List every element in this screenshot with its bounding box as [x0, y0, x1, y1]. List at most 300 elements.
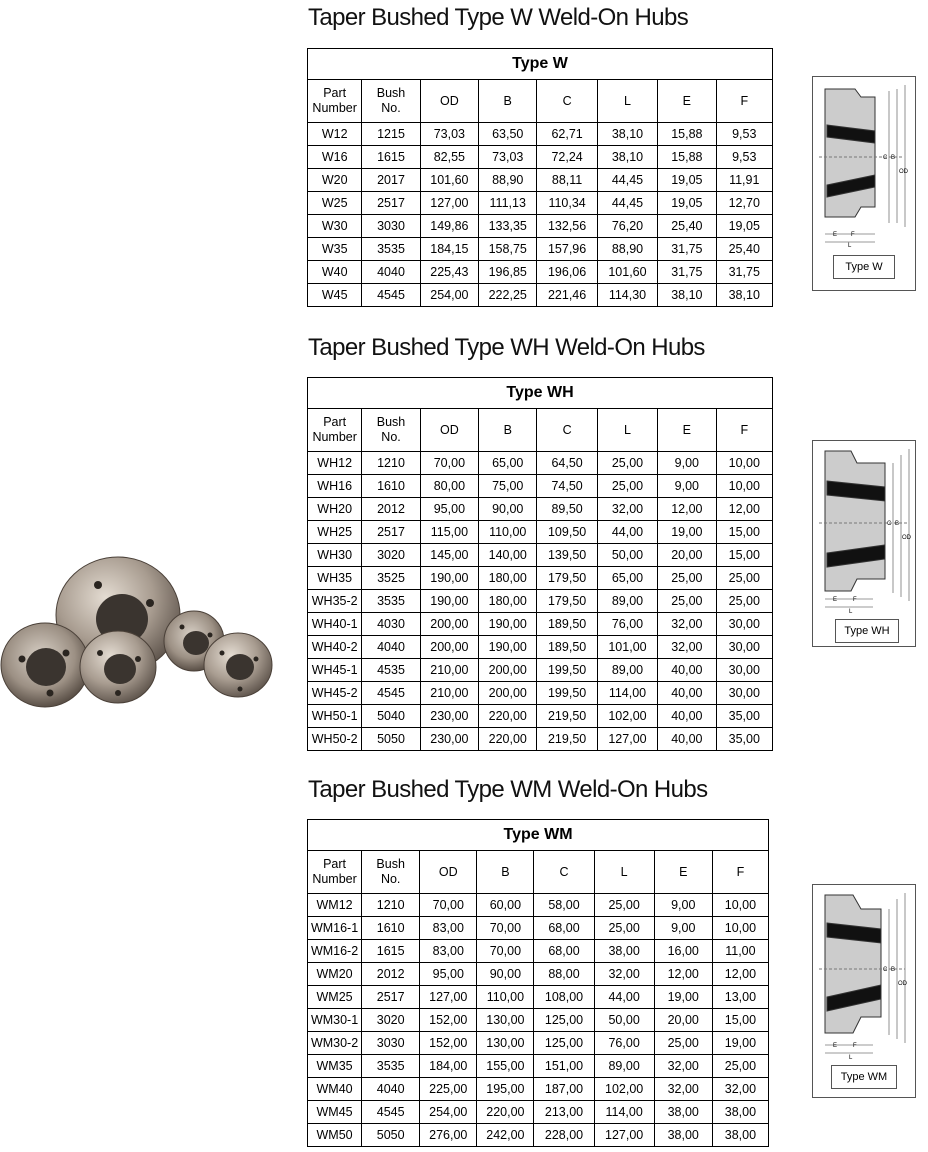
table-cell: 50,00: [597, 544, 657, 567]
table-cell: 3020: [362, 1009, 420, 1032]
table-type-header: Type W: [308, 49, 773, 80]
table-cell: 88,90: [597, 238, 657, 261]
table-cell: 276,00: [420, 1124, 477, 1147]
table-cell: 127,00: [420, 192, 478, 215]
table-cell: 89,00: [597, 659, 657, 682]
section-title-type-wh: Taper Bushed Type WH Weld-On Hubs: [308, 334, 705, 361]
table-cell: 200,00: [420, 636, 478, 659]
table-row: [308, 475, 773, 498]
table-cell: 132,56: [537, 215, 597, 238]
column-header: E: [658, 409, 716, 452]
table-cell: WH40-1: [308, 613, 362, 636]
table-cell: 1615: [362, 146, 420, 169]
table-cell: 2517: [362, 521, 420, 544]
table-cell: 155,00: [477, 1055, 534, 1078]
table-cell: 4535: [362, 659, 420, 682]
column-header: F: [716, 80, 772, 123]
table-cell: 140,00: [479, 544, 537, 567]
table-cell: WM20: [308, 963, 362, 986]
table-cell: 12,00: [712, 963, 768, 986]
table-row: [308, 590, 773, 613]
table-cell: 32,00: [654, 1078, 712, 1101]
table-cell: WM30-2: [308, 1032, 362, 1055]
table-cell: 83,00: [420, 917, 477, 940]
table-cell: 38,00: [712, 1124, 768, 1147]
dim-label-od: OD: [898, 981, 907, 987]
table-row: [308, 728, 773, 751]
table-cell: 11,00: [712, 940, 768, 963]
table-cell: 114,00: [594, 1101, 654, 1124]
column-header: C: [534, 851, 594, 894]
table-cell: 25,00: [654, 1032, 712, 1055]
table-cell: 38,00: [654, 1124, 712, 1147]
table-cell: 12,70: [716, 192, 772, 215]
table-cell: WM45: [308, 1101, 362, 1124]
table-cell: 9,00: [658, 475, 716, 498]
table-cell: 220,00: [477, 1101, 534, 1124]
table-cell: 115,00: [420, 521, 478, 544]
table-cell: WH45-1: [308, 659, 362, 682]
table-cell: 110,00: [479, 521, 537, 544]
table-cell: 32,00: [654, 1055, 712, 1078]
table-cell: 109,50: [537, 521, 597, 544]
table-cell: 184,00: [420, 1055, 477, 1078]
table-cell: 4545: [362, 682, 420, 705]
table-cell: 15,88: [658, 146, 716, 169]
table-cell: 35,00: [716, 705, 772, 728]
table-row: [308, 521, 773, 544]
table-cell: 20,00: [654, 1009, 712, 1032]
dim-label-e: E: [833, 597, 838, 603]
table-cell: 83,00: [420, 940, 477, 963]
table-cell: 4545: [362, 284, 420, 307]
table-cell: 89,00: [594, 1055, 654, 1078]
table-cell: 68,00: [534, 940, 594, 963]
table-cell: 30,00: [716, 636, 772, 659]
column-header: OD: [420, 409, 478, 452]
table-cell: 101,60: [597, 261, 657, 284]
column-header: C: [537, 409, 597, 452]
table-cell: 70,00: [477, 917, 534, 940]
table-cell: 3030: [362, 215, 420, 238]
table-cell: 15,00: [716, 521, 772, 544]
table-cell: 19,00: [658, 521, 716, 544]
table-cell: WM50: [308, 1124, 362, 1147]
column-header: OD: [420, 851, 477, 894]
table-cell: 133,35: [479, 215, 537, 238]
table-cell: WM12: [308, 894, 362, 917]
table-cell: 114,00: [597, 682, 657, 705]
dim-label-b: B: [891, 155, 896, 161]
table-cell: 225,43: [420, 261, 478, 284]
table-cell: 127,00: [597, 728, 657, 751]
table-cell: WM35: [308, 1055, 362, 1078]
table-row: [308, 1009, 769, 1032]
section-title-type-wm: Taper Bushed Type WM Weld-On Hubs: [308, 776, 708, 803]
table-cell: 95,00: [420, 963, 477, 986]
table-cell: 32,00: [658, 613, 716, 636]
table-cell: 35,00: [716, 728, 772, 751]
table-cell: 151,00: [534, 1055, 594, 1078]
table-cell: 16,00: [654, 940, 712, 963]
table-cell: 75,00: [479, 475, 537, 498]
table-cell: 25,00: [594, 917, 654, 940]
table-type-header: Type WM: [308, 820, 769, 851]
table-cell: 38,00: [712, 1101, 768, 1124]
table-cell: 1610: [362, 475, 420, 498]
table-cell: 12,00: [716, 498, 772, 521]
table-cell: 65,00: [597, 567, 657, 590]
table-cell: 70,00: [477, 940, 534, 963]
table-cell: 70,00: [420, 452, 478, 475]
table-cell: 76,20: [597, 215, 657, 238]
table-cell: 25,00: [597, 475, 657, 498]
table-row: [308, 215, 773, 238]
dim-label-f: F: [851, 232, 855, 238]
table-cell: 38,10: [597, 146, 657, 169]
table-cell: 4040: [362, 1078, 420, 1101]
table-cell: 127,00: [594, 1124, 654, 1147]
table-cell: 62,71: [537, 123, 597, 146]
table-cell: 38,00: [594, 940, 654, 963]
table-cell: 50,00: [594, 1009, 654, 1032]
table-cell: 102,00: [597, 705, 657, 728]
dim-label-e: E: [833, 1043, 838, 1049]
table-cell: 179,50: [537, 590, 597, 613]
table-cell: 70,00: [420, 894, 477, 917]
table-cell: WM16-1: [308, 917, 362, 940]
table-cell: 139,50: [537, 544, 597, 567]
table-cell: 3525: [362, 567, 420, 590]
table-cell: 3535: [362, 238, 420, 261]
table-cell: 32,00: [658, 636, 716, 659]
table-cell: 9,00: [654, 917, 712, 940]
table-row: [308, 192, 773, 215]
table-cell: 9,00: [658, 452, 716, 475]
table-cell: 25,00: [594, 894, 654, 917]
table-cell: 254,00: [420, 284, 478, 307]
table-cell: 196,85: [479, 261, 537, 284]
column-header: L: [597, 409, 657, 452]
table-cell: 44,00: [594, 986, 654, 1009]
column-header: Bush No.: [362, 80, 420, 123]
table-cell: 38,10: [716, 284, 772, 307]
table-cell: 40,00: [658, 659, 716, 682]
table-cell: 10,00: [712, 917, 768, 940]
table-cell: 101,60: [420, 169, 478, 192]
table-cell: 13,00: [712, 986, 768, 1009]
column-header: Part Number: [308, 851, 362, 894]
table-cell: 30,00: [716, 613, 772, 636]
table-cell: 25,00: [712, 1055, 768, 1078]
table-cell: 95,00: [420, 498, 478, 521]
table-cell: 200,00: [479, 659, 537, 682]
table-row: [308, 682, 773, 705]
table-cell: 31,75: [716, 261, 772, 284]
table-cell: W45: [308, 284, 362, 307]
table-cell: 219,50: [537, 728, 597, 751]
table-cell: 152,00: [420, 1009, 477, 1032]
table-cell: 221,46: [537, 284, 597, 307]
table-cell: 90,00: [477, 963, 534, 986]
table-row: [308, 636, 773, 659]
table-cell: 25,40: [658, 215, 716, 238]
column-header: E: [658, 80, 716, 123]
table-cell: W20: [308, 169, 362, 192]
table-cell: 4030: [362, 613, 420, 636]
table-cell: W25: [308, 192, 362, 215]
table-cell: W40: [308, 261, 362, 284]
table-cell: 58,00: [534, 894, 594, 917]
table-row: [308, 169, 773, 192]
table-row: [308, 1101, 769, 1124]
table-cell: W12: [308, 123, 362, 146]
table-cell: 127,00: [420, 986, 477, 1009]
table-cell: 65,00: [479, 452, 537, 475]
table-row: [308, 544, 773, 567]
table-cell: 30,00: [716, 682, 772, 705]
table-cell: 5050: [362, 1124, 420, 1147]
table-cell: WH20: [308, 498, 362, 521]
table-cell: 149,86: [420, 215, 478, 238]
table-cell: 19,05: [658, 192, 716, 215]
table-cell: 38,00: [654, 1101, 712, 1124]
table-cell: 40,00: [658, 682, 716, 705]
table-cell: 1210: [362, 894, 420, 917]
diagram-label-type-wh: Type WH: [835, 619, 899, 643]
column-header: L: [594, 851, 654, 894]
table-cell: 63,50: [479, 123, 537, 146]
table-cell: 19,05: [658, 169, 716, 192]
table-row: [308, 261, 773, 284]
table-cell: 89,00: [597, 590, 657, 613]
column-header: L: [597, 80, 657, 123]
column-header: C: [537, 80, 597, 123]
table-row: [308, 1055, 769, 1078]
table-cell: 189,50: [537, 613, 597, 636]
table-cell: 9,00: [654, 894, 712, 917]
table-cell: 19,05: [716, 215, 772, 238]
table-cell: 10,00: [716, 475, 772, 498]
table-cell: 89,50: [537, 498, 597, 521]
table-cell: WM40: [308, 1078, 362, 1101]
table-cell: 2012: [362, 963, 420, 986]
table-cell: WH30: [308, 544, 362, 567]
table-cell: 152,00: [420, 1032, 477, 1055]
table-cell: 195,00: [477, 1078, 534, 1101]
table-cell: 1215: [362, 123, 420, 146]
table-cell: 9,53: [716, 146, 772, 169]
table-cell: 4040: [362, 261, 420, 284]
table-cell: 12,00: [658, 498, 716, 521]
table-cell: WM25: [308, 986, 362, 1009]
table-cell: 199,50: [537, 659, 597, 682]
table-cell: 15,00: [712, 1009, 768, 1032]
table-cell: 200,00: [420, 613, 478, 636]
table-cell: 225,00: [420, 1078, 477, 1101]
table-cell: WH45-2: [308, 682, 362, 705]
table-cell: 40,00: [658, 728, 716, 751]
table-cell: 15,88: [658, 123, 716, 146]
table-cell: 3535: [362, 1055, 420, 1078]
dim-label-c: C: [883, 155, 888, 161]
table-row: [308, 146, 773, 169]
table-cell: 114,30: [597, 284, 657, 307]
spec-table-type-wm: [307, 819, 769, 1147]
table-cell: 101,00: [597, 636, 657, 659]
table-cell: 4040: [362, 636, 420, 659]
table-cell: 9,53: [716, 123, 772, 146]
table-row: [308, 659, 773, 682]
hubs-image: [0, 555, 280, 725]
table-cell: 200,00: [479, 682, 537, 705]
table-cell: 2517: [362, 192, 420, 215]
table-cell: 1610: [362, 917, 420, 940]
dim-label-c: C: [883, 967, 888, 973]
table-cell: 228,00: [534, 1124, 594, 1147]
table-cell: 222,25: [479, 284, 537, 307]
table-cell: 110,34: [537, 192, 597, 215]
table-cell: 213,00: [534, 1101, 594, 1124]
diagram-label-type-w: Type W: [833, 255, 895, 279]
table-cell: 210,00: [420, 659, 478, 682]
table-cell: W16: [308, 146, 362, 169]
table-cell: 30,00: [716, 659, 772, 682]
table-cell: 4545: [362, 1101, 420, 1124]
column-header: OD: [420, 80, 478, 123]
table-cell: 242,00: [477, 1124, 534, 1147]
table-row: [308, 705, 773, 728]
table-cell: 12,00: [654, 963, 712, 986]
table-cell: 130,00: [477, 1032, 534, 1055]
table-cell: WH35-2: [308, 590, 362, 613]
table-cell: 5050: [362, 728, 420, 751]
column-header: B: [477, 851, 534, 894]
table-cell: 25,00: [597, 452, 657, 475]
table-cell: 108,00: [534, 986, 594, 1009]
table-cell: 190,00: [479, 636, 537, 659]
table-row: [308, 940, 769, 963]
table-cell: W35: [308, 238, 362, 261]
table-cell: 1210: [362, 452, 420, 475]
table-cell: 125,00: [534, 1009, 594, 1032]
column-header: Bush No.: [362, 409, 420, 452]
table-cell: 189,50: [537, 636, 597, 659]
table-cell: 184,15: [420, 238, 478, 261]
dim-label-od: OD: [899, 169, 908, 175]
table-cell: 110,00: [477, 986, 534, 1009]
table-cell: 130,00: [477, 1009, 534, 1032]
table-row: [308, 498, 773, 521]
dim-label-l: L: [849, 609, 853, 615]
table-cell: 44,45: [597, 169, 657, 192]
dim-label-e: E: [833, 232, 838, 238]
table-cell: 2517: [362, 986, 420, 1009]
table-row: [308, 1124, 769, 1147]
table-cell: 190,00: [420, 590, 478, 613]
table-type-header: Type WH: [308, 378, 773, 409]
table-cell: 40,00: [658, 705, 716, 728]
table-cell: WH25: [308, 521, 362, 544]
table-cell: 157,96: [537, 238, 597, 261]
table-cell: WH12: [308, 452, 362, 475]
table-cell: WH50-2: [308, 728, 362, 751]
table-cell: 82,55: [420, 146, 478, 169]
table-cell: 60,00: [477, 894, 534, 917]
table-cell: 3535: [362, 590, 420, 613]
table-cell: 31,75: [658, 238, 716, 261]
table-cell: 3030: [362, 1032, 420, 1055]
table-cell: 25,00: [716, 590, 772, 613]
column-header: B: [479, 409, 537, 452]
table-row: [308, 894, 769, 917]
column-header: Bush No.: [362, 851, 420, 894]
table-cell: 19,00: [654, 986, 712, 1009]
table-cell: 73,03: [479, 146, 537, 169]
table-cell: 254,00: [420, 1101, 477, 1124]
column-header: F: [716, 409, 772, 452]
table-cell: 230,00: [420, 705, 478, 728]
dim-label-od: OD: [902, 535, 911, 541]
table-row: [308, 452, 773, 475]
hub-cross-section-drawing: [813, 441, 915, 646]
table-cell: WH40-2: [308, 636, 362, 659]
dim-label-l: L: [849, 1055, 853, 1061]
table-row: [308, 123, 773, 146]
table-row: [308, 1078, 769, 1101]
table-cell: 38,10: [658, 284, 716, 307]
table-cell: 25,00: [658, 567, 716, 590]
table-cell: 180,00: [479, 567, 537, 590]
table-cell: 220,00: [479, 705, 537, 728]
table-cell: 73,03: [420, 123, 478, 146]
table-cell: 25,00: [716, 567, 772, 590]
table-cell: 1615: [362, 940, 420, 963]
diagram-type-wm: [812, 884, 916, 1098]
column-header: B: [479, 80, 537, 123]
table-cell: 190,00: [479, 613, 537, 636]
weld-on-hubs-photo: [0, 555, 280, 725]
table-cell: 145,00: [420, 544, 478, 567]
table-cell: 32,00: [594, 963, 654, 986]
table-row: [308, 238, 773, 261]
dim-label-l: L: [848, 243, 852, 249]
table-cell: 196,06: [537, 261, 597, 284]
table-cell: 199,50: [537, 682, 597, 705]
table-cell: 90,00: [479, 498, 537, 521]
table-cell: 210,00: [420, 682, 478, 705]
table-cell: 25,00: [658, 590, 716, 613]
table-cell: WM16-2: [308, 940, 362, 963]
table-cell: 88,11: [537, 169, 597, 192]
table-row: [308, 986, 769, 1009]
table-row: [308, 963, 769, 986]
table-cell: 219,50: [537, 705, 597, 728]
spec-table-type-wh: [307, 377, 773, 751]
dim-label-b: B: [895, 521, 900, 527]
dim-label-f: F: [853, 597, 857, 603]
table-cell: 179,50: [537, 567, 597, 590]
table-cell: 111,13: [479, 192, 537, 215]
table-cell: 44,45: [597, 192, 657, 215]
table-cell: 72,24: [537, 146, 597, 169]
table-row: [308, 917, 769, 940]
column-header: F: [712, 851, 768, 894]
table-row: [308, 567, 773, 590]
table-cell: 230,00: [420, 728, 478, 751]
table-cell: 10,00: [716, 452, 772, 475]
spec-table-type-w: [307, 48, 773, 307]
